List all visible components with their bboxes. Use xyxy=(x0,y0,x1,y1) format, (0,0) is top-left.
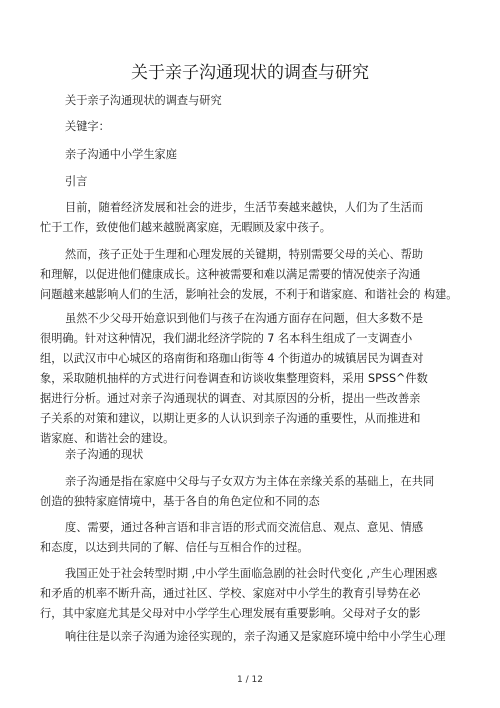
text-line: 和理解，以促进他们健康成长。这种被需要和难以满足需要的情况使亲子沟通 xyxy=(40,268,421,281)
text-line: 象，采取随机抽样的方式进行问卷调查和访谈收集整理资料，采用 SPSS^件数 xyxy=(40,372,428,385)
text-line: 亲子沟通的现状 xyxy=(65,448,144,461)
text-line: 亲子沟通是指在家庭中父母与子女双方为主体在亲缘关系的基础上，在共同 xyxy=(65,475,435,488)
text-line: 行，其中家庭尤其是父母对中小学学生心理发展有重要影响。父母对子女的影 xyxy=(40,607,421,620)
paragraph-transition xyxy=(40,564,470,624)
text-line: 我国正处于社会转型时期 ,中小学生面临急剧的社会时代变化 ,产生心理困惑 xyxy=(65,567,438,580)
text-line: 忙于工作，致使他们越来越脱离家庭，无暇顾及家中孩子。 xyxy=(40,221,331,234)
section-heading-status xyxy=(40,445,470,465)
text-line: 目前，随着经济发展和社会的进步，生活节奏越来越快，人们为了生活而 xyxy=(65,201,424,214)
paragraph-intro-3 xyxy=(40,309,470,449)
text-line: 很明确。针对这种情况，我们湖北经济学院的 7 名本科生组成了一支调查小 xyxy=(40,332,413,345)
paragraph-keywords-label xyxy=(40,117,470,137)
text-line: 虽然不少父母开始意识到他们与孩子在沟通方面存在问题，但大多数不是 xyxy=(65,312,424,325)
text-line: 问题越来越影响人们的生活，影响社会的发展，不利于和谐家庭、和谐社会的 构建。 xyxy=(40,288,458,301)
text-line: 和矛盾的机率不断升高，通过社区、学校、家庭对中小学生的教育引导势在必 xyxy=(40,587,421,600)
paragraph-heading-repeat xyxy=(40,91,470,111)
text-line: 关键字： xyxy=(65,120,110,133)
paragraph-definition-1 xyxy=(40,472,470,512)
text-line: 和态度，以达到共同的了解、信任与互相合作的过程。 xyxy=(40,541,309,554)
text-line: 组，以武汉市中心城区的珞南街和珞珈山街等 4 个街道办的城镇居民为调查对 xyxy=(40,352,424,365)
paragraph-influence xyxy=(40,627,470,647)
paragraph-intro-2 xyxy=(40,245,470,305)
text-line: 子关系的对策和建议，以期让更多的人认识到亲子沟通的重要性，从而推进和 xyxy=(40,412,421,425)
text-line: 创造的独特家庭情境中，基于各自的角色定位和不同的态 xyxy=(40,495,320,508)
text-line: 度、需要，通过各种言语和非言语的形式而交流信息、观点、意见、情感 xyxy=(65,521,424,534)
document-title: 关于亲子沟通现状的调查与研究 xyxy=(131,63,369,83)
text-line: 据进行分析。通过对亲子沟通现状的调查、对其原因的分析，提出一些改善亲 xyxy=(40,392,421,405)
text-line: 亲子沟通中小学生家庭 xyxy=(65,148,177,161)
page-number: 1 / 12 xyxy=(237,675,263,685)
paragraph-intro-1 xyxy=(40,198,470,238)
text-line: 引言 xyxy=(65,175,88,188)
text-line: 然而，孩子正处于生理和心理发展的关键期，特别需要父母的关心、帮助 xyxy=(65,248,424,261)
text-line: 关于亲子沟通现状的调查与研究 xyxy=(65,94,222,107)
text-line: 响往往是以亲子沟通为途径实现的，亲子沟通又是家庭环境中给中小学生心理 xyxy=(65,630,446,643)
text-line: 谐家庭、和谐社会的建设。 xyxy=(40,432,175,445)
paragraph-keywords xyxy=(40,145,470,165)
section-heading-intro xyxy=(40,172,470,192)
paragraph-definition-2 xyxy=(40,518,470,558)
